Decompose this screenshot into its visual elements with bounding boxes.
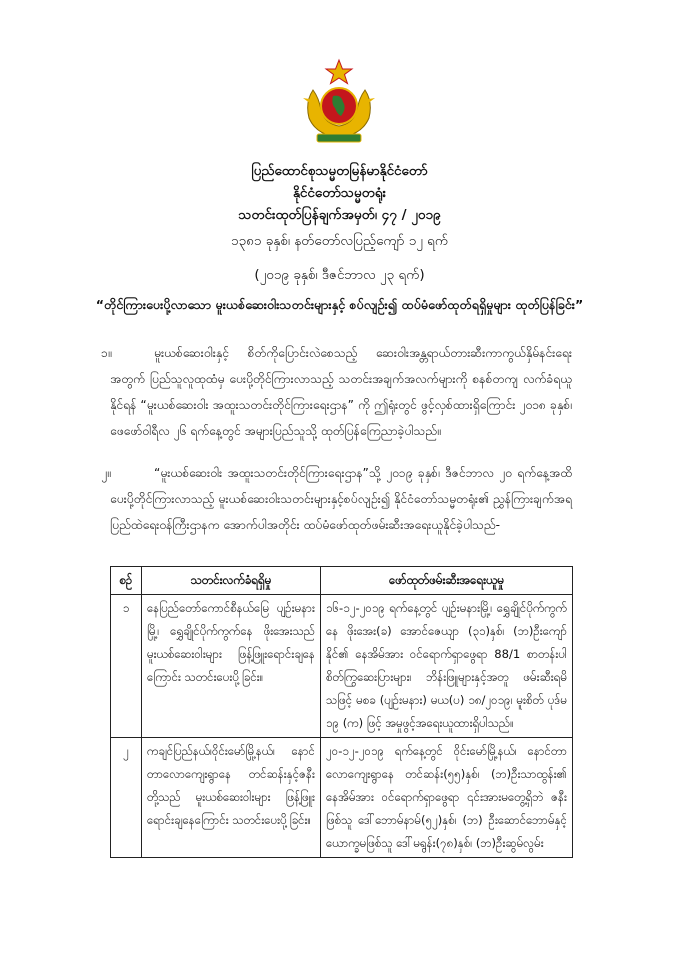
- release-number: သတင်းထုတ်ပြန်ချက်အမှတ်၊ ၄၇ / ၂၀၁၉: [238, 207, 441, 223]
- paragraph-1: [101, 340, 572, 444]
- table-row: [111, 595, 573, 738]
- col-header-action: ဖော်ထုတ်ဖမ်းဆီးအရေးယူမှု: [321, 567, 573, 595]
- col-header-received: သတင်းလက်ခံရရှိမှု: [142, 567, 321, 595]
- gregorian-date: (၂၀၁၉ ခုနှစ်၊ ဒီဇင်ဘာလ ၂၃ ရက်): [254, 267, 425, 283]
- table-header-row: [111, 567, 573, 595]
- received-cell: ကချင်ပြည်နယ်၊ဝိုင်းမော်မြို့နယ်၊ နောင်တာလောကျေးရွာနေ တင်ဆန်းနှင့်ဇနီးတို့သည် မူးယစ်ဆေးဝါးများ ဖြန့်ဖြူးရောင်းချနေကြောင်း သတင်းပေးပို့ခြင်း။: [142, 738, 321, 858]
- myanmar-date: ၁၃၈၁ ခုနှစ်၊ နတ်တော်လပြည့်ကျော် ၁၂ ရက်: [230, 233, 449, 249]
- paragraph-number: ၂။: [101, 466, 111, 480]
- received-cell: နေပြည်တော်ကောင်စီနယ်မြေ ပျဉ်းမနားမြို့၊ ရွှေချိုင်ပိုက်ကွက်နေ ဖိုးအေးသည် မူးယစ်ဆေးဝါးများ ဖြန့်ဖြူးရောင်းချနေကြောင်း သတင်းပေးပို့ခြင်း။: [142, 595, 321, 738]
- row-number: ၁: [111, 595, 142, 738]
- document-title: “တိုင်ကြားပေးပို့လာသော မူးယစ်ဆေးဝါးသတင်းများနှင့် စပ်လျဉ်း၍ ထပ်မံဖော်ထုတ်ရရှိမှုများ ထုတ်ပြန်ခြင်း”: [95, 297, 584, 312]
- table-row: [111, 738, 573, 858]
- cases-table: [110, 566, 573, 858]
- action-cell: ၁၆-၁၂-၂၀၁၉ ရက်နေ့တွင် ပျဉ်းမနားမြို့၊ ရွှေချိုင်ပိုက်ကွက်နေ ဖိုးအေး(ခ) အောင်ဇေယျာ (၃၁)နှစ်၊ (ဘ)ဦးကျော်နိုင်၏ နေအိမ်အား ဝင်ရောက်ရှာဖွေရာ 88/1 စာတန်းပါ စိတ်ကြွဆေးပြားများ၊ ဘိန်းဖြူများနှင့်အတူ ဖမ်းဆီးရမိသဖြင့် မစခ (ပျဉ်းမနား) မယ(ပ) ၁၈/၂၀၁၉၊ မူးစိတ် ပုဒ်မ ၁၉ (က) ဖြင့် အမှုဖွင့်အရေးယူထားရှိပါသည်။: [321, 595, 573, 738]
- office-name: နိုင်ငံတော်သမ္မတရုံး: [292, 185, 387, 201]
- col-header-no: စဉ်: [111, 567, 142, 595]
- action-cell: ၂၀-၁၂-၂၀၁၉ ရက်နေ့တွင် ဝိုင်းမော်မြို့နယ်၊ နောင်တာလောကျေးရွာနေ တင်ဆန်း(၅၅)နှစ်၊ (ဘ)ဦးသာထွန်း၏ နေအိမ်အား ဝင်ရောက်ရှာဖွေရာ ၎င်းအားမတွေ့ရှိဘဲ ဇနီးဖြစ်သူ ဒေါ်ဘောမ်နာမ်(၅၂)နှစ်၊ (ဘ) ဦးဆောင်ဘောမ်နှင့် ယောက္ခမဖြစ်သူ ဒေါ်မရွန်း(၇၈)နှစ်၊ (ဘ)ဦးဆွမ်လွမ်း: [321, 738, 573, 858]
- country-name: ပြည်ထောင်စုသမ္မတမြန်မာနိုင်ငံတော်: [251, 163, 428, 179]
- paragraph-number: ၁။: [101, 346, 112, 360]
- paragraph-2: [101, 460, 572, 538]
- paragraph-text: မူးယစ်ဆေးဝါးနှင့် စိတ်ကိုပြောင်းလဲစေသည့် ဆေးဝါးအန္တရာယ်တားဆီးကာကွယ်နှိမ်နင်းရေးအတွက် ပြည်သူလူထုထံမှ ပေးပို့တိုင်ကြားလာသည့် သတင်းအချက်အလက်များကို စနစ်တကျ လက်ခံရယူနိုင်ရန် “မူးယစ်ဆေးဝါး အထူးသတင်းတိုင်ကြားရေးဌာန” ကို ဤရုံးတွင် ဖွင့်လှစ်ထားရှိကြောင်း ၂၀၁၈ ခုနှစ်၊ ဖေဖော်ဝါရီလ ၂၆ ရက်နေ့တွင် အများပြည်သူသို့ ထုတ်ပြန်ကြေညာခဲ့ပါသည်။: [110, 346, 572, 438]
- row-number: ၂: [111, 738, 142, 858]
- paragraph-text: “မူးယစ်ဆေးဝါး အထူးသတင်းတိုင်ကြားရေးဌာန”သို့ ၂၀၁၉ ခုနှစ်၊ ဒီဇင်ဘာလ ၂၀ ရက်နေ့အထိ ပေးပို့တိုင်ကြားလာသည့် မူးယစ်ဆေးဝါးသတင်းများနှင့်စပ်လျဉ်း၍ နိုင်ငံတော်သမ္မတရုံး၏ ညွှန်ကြားချက်အရ ပြည်ထဲရေးဝန်ကြီးဌာနက အောက်ပါအတိုင်း ထပ်မံဖော်ထုတ်ဖမ်းဆီးအရေးယူနိုင်ခဲ့ပါသည်-: [110, 466, 572, 532]
- state-emblem-icon: [295, 58, 383, 146]
